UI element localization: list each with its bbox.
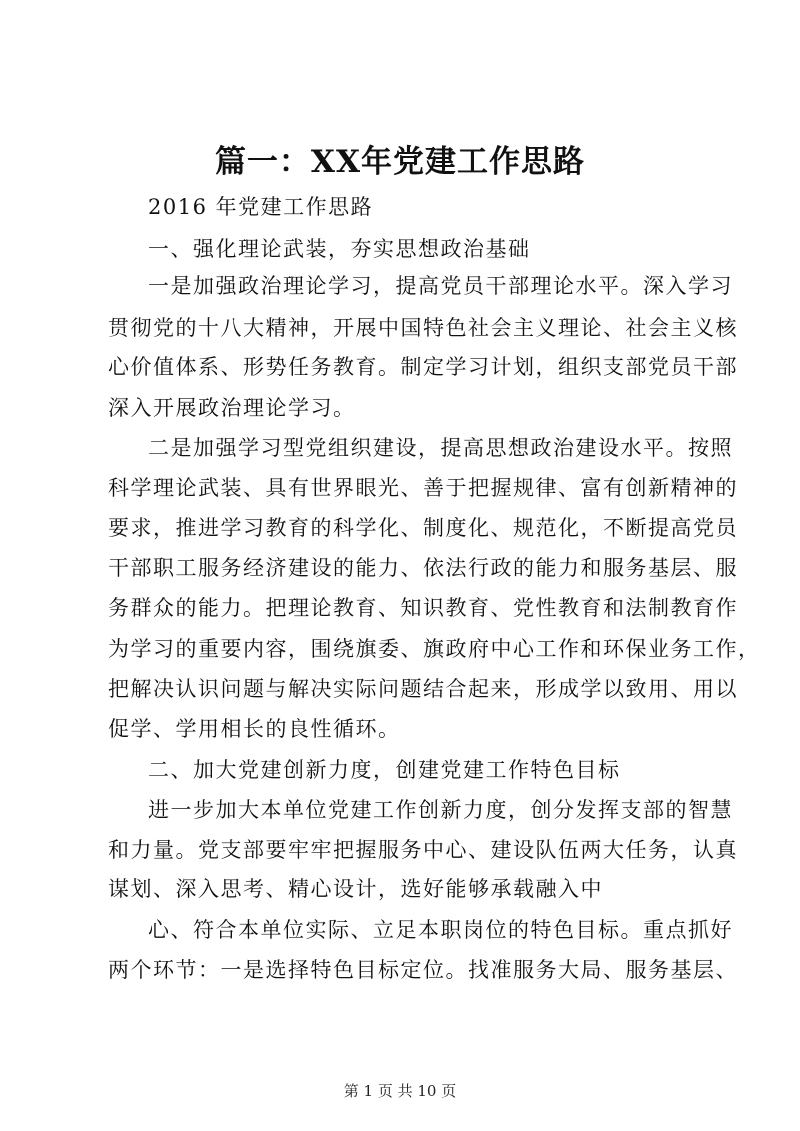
text-line: 干部职工服务经济建设的能力、依法行政的能力和服务基层、服 xyxy=(108,556,738,580)
text-line: 两个环节：一是选择特色目标定位。找准服务大局、服务基层、 xyxy=(108,958,738,982)
document-title: 篇一：XX年党建工作思路 xyxy=(214,144,586,180)
text-line: 科学理论武装、具有世界眼光、善于把握规律、富有创新精神的 xyxy=(108,476,738,500)
text-line: 二是加强学习型党组织建设，提高思想政治建设水平。按照 xyxy=(148,436,733,460)
text-line: 一是加强政治理论学习，提高党员干部理论水平。深入学习 xyxy=(148,274,733,298)
text-line: 要求，推进学习教育的科学化、制度化、规范化，不断提高党员 xyxy=(108,516,738,540)
text-line: 贯彻党的十八大精神，开展中国特色社会主义理论、社会主义核 xyxy=(108,316,738,340)
text-line: 务群众的能力。把理论教育、知识教育、党性教育和法制教育作 xyxy=(108,596,738,620)
text-line: 深入开展政治理论学习。 xyxy=(108,396,356,420)
text-line: 心价值体系、形势任务教育。制定学习计划，组织支部党员干部 xyxy=(108,355,738,379)
text-line: 谋划、深入思考、精心设计，选好能够承载融入中 xyxy=(108,877,603,901)
section-heading: 二、加大党建创新力度，创建党建工作特色目标 xyxy=(148,758,621,782)
text-line: 促学、学用相长的良性循环。 xyxy=(108,717,401,741)
text-line: 心、符合本单位实际、立足本职岗位的特色目标。重点抓好 xyxy=(148,918,733,942)
text-line: 进一步加大本单位党建工作创新力度，创分发挥支部的智慧 xyxy=(148,798,733,822)
text-line: 为学习的重要内容，围绕旗委、旗政府中心工作和环保业务工作， xyxy=(108,637,761,661)
text-line: 把解决认识问题与解决实际问题结合起来，形成学以致用、用以 xyxy=(108,677,738,701)
text-line: 和力量。党支部要牢牢把握服务中心、建设队伍两大任务，认真 xyxy=(108,838,738,862)
section-heading: 一、强化理论武装，夯实思想政治基础 xyxy=(148,237,531,261)
page-footer: 第 1 页 共 10 页 xyxy=(343,1082,457,1100)
text-line: 2016 年党建工作思路 xyxy=(148,195,374,219)
